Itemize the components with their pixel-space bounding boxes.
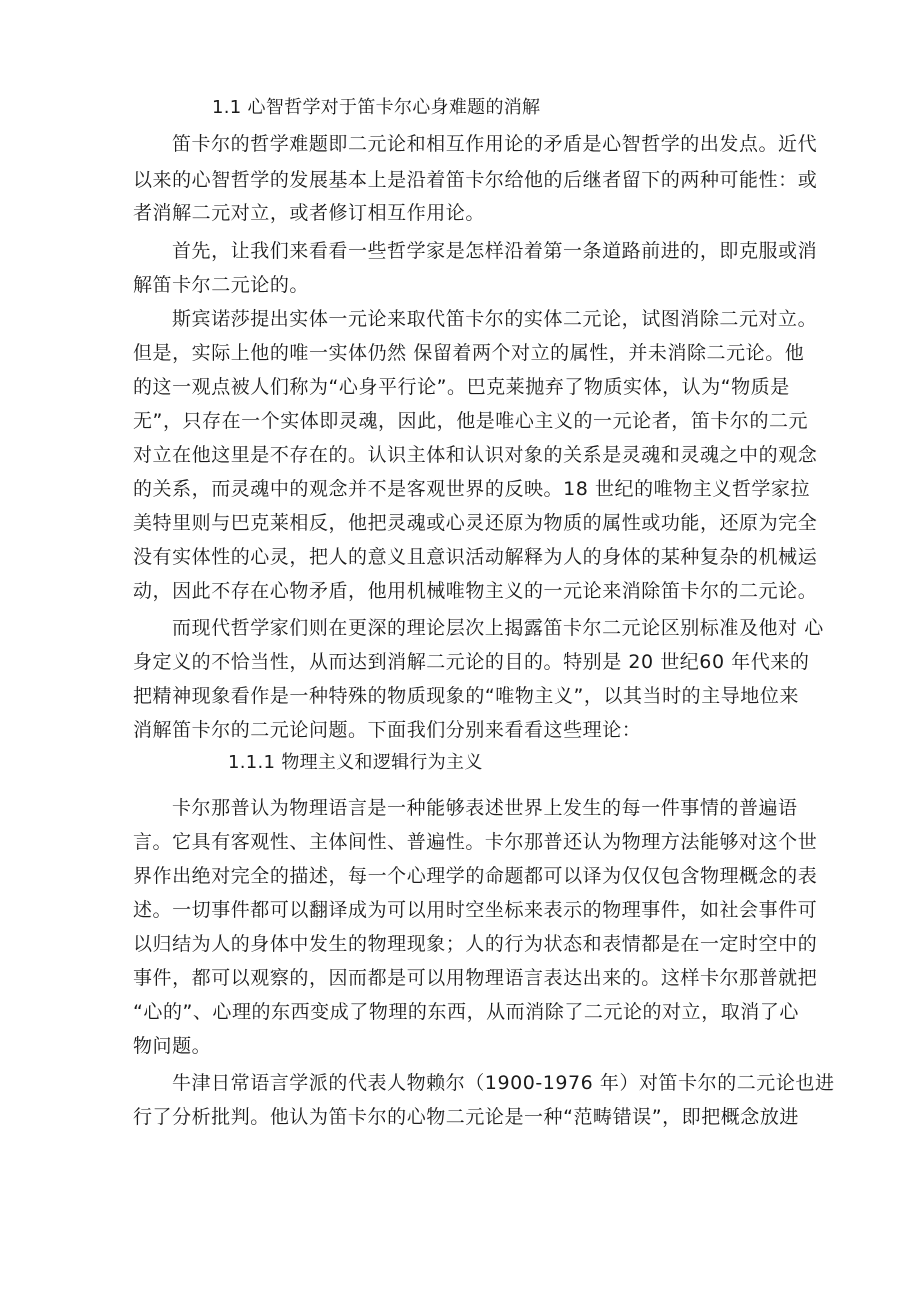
paragraph-line: 牛津日常语言学派的代表人物赖尔（1900-1976 年）对笛卡尔的二元论也进 — [172, 1072, 835, 1094]
paragraph-line: 事件，都可以观察的，因而都是可以用物理语言表达出来的。这样卡尔那普就把 — [133, 967, 818, 989]
paragraph-line: 界作出绝对完全的描述，每一个心理学的命题都可以译为仅仅包含物理概念的表 — [133, 865, 818, 887]
paragraph-line: 首先，让我们来看看一些哲学家是怎样沿着第一条道路前进的，即克服或消 — [172, 240, 818, 262]
paragraph-line: 消解笛卡尔的二元论问题。下面我们分别来看看这些理论： — [133, 719, 642, 741]
paragraph-line: “心的”、心理的东西变成了物理的东西，从而消除了二元论的对立，取消了心 — [133, 1001, 799, 1023]
paragraph-line: 的这一观点被人们称为“心身平行论”。巴克莱抛弃了物质实体，认为“物质是 — [133, 376, 790, 398]
paragraph-line: 斯宾诺莎提出实体一元论来取代笛卡尔的实体二元论，试图消除二元对立。 — [172, 308, 818, 330]
paragraph-line: 动，因此不存在心物矛盾，他用机械唯物主义的一元论来消除笛卡尔的二元论。 — [133, 580, 818, 602]
paragraph-line: 身定义的不恰当性，从而达到消解二元论的目的。特别是 20 世纪60 年代来的 — [133, 651, 810, 673]
paragraph-line: 美特里则与巴克莱相反，他把灵魂或心灵还原为物质的属性或功能，还原为完全 — [133, 512, 818, 534]
section-heading: 1.1.1 物理主义和逻辑行为主义 — [228, 752, 483, 773]
section-heading: 1.1 心智哲学对于笛卡尔心身难题的消解 — [212, 97, 541, 118]
paragraph-line: 但是，实际上他的唯一实体仍然 保留着两个对立的属性，并未消除二元论。他 — [133, 342, 805, 364]
paragraph-line: 以归结为人的身体中发生的物理现象；人的行为状态和表情都是在一定时空中的 — [133, 933, 818, 955]
paragraph-line: 述。一切事件都可以翻译成为可以用时空坐标来表示的物理事件，如社会事件可 — [133, 899, 818, 921]
paragraph-line: 卡尔那普认为物理语言是一种能够表述世界上发生的每一件事情的普遍语 — [172, 797, 798, 819]
paragraph-line: 对立在他这里是不存在的。认识主体和认识对象的关系是灵魂和灵魂之中的观念 — [133, 444, 818, 466]
paragraph-line: 物问题。 — [133, 1035, 212, 1057]
paragraph-line: 以来的心智哲学的发展基本上是沿着笛卡尔给他的后继者留下的两种可能性：或 — [133, 169, 818, 191]
paragraph-line: 而现代哲学家们则在更深的理论层次上揭露笛卡尔二元论区别标准及他对 心 — [172, 617, 824, 639]
paragraph-line: 行了分析批判。他认为笛卡尔的心物二元论是一种“范畴错误”，即把概念放进 — [133, 1106, 799, 1128]
paragraph-line: 无”，只存在一个实体即灵魂，因此，他是唯心主义的一元论者，笛卡尔的二元 — [133, 410, 809, 432]
paragraph-line: 没有实体性的心灵，把人的意义且意识活动解释为人的身体的某种复杂的机械运 — [133, 546, 818, 568]
paragraph-line: 把精神现象看作是一种特殊的物质现象的“唯物主义”，以其当时的主导地位来 — [133, 685, 799, 707]
paragraph-line: 解笛卡尔二元论的。 — [133, 274, 309, 296]
paragraph-line: 言。它具有客观性、主体间性、普遍性。卡尔那普还认为物理方法能够对这个世 — [133, 831, 818, 853]
paragraph-line: 的关系，而灵魂中的观念并不是客观世界的反映。18 世纪的唯物主义哲学家拉 — [133, 478, 811, 500]
paragraph-line: 者消解二元对立，或者修订相互作用论。 — [133, 202, 485, 224]
paragraph-line: 笛卡尔的哲学难题即二元论和相互作用论的矛盾是心智哲学的出发点。近代 — [172, 133, 818, 155]
